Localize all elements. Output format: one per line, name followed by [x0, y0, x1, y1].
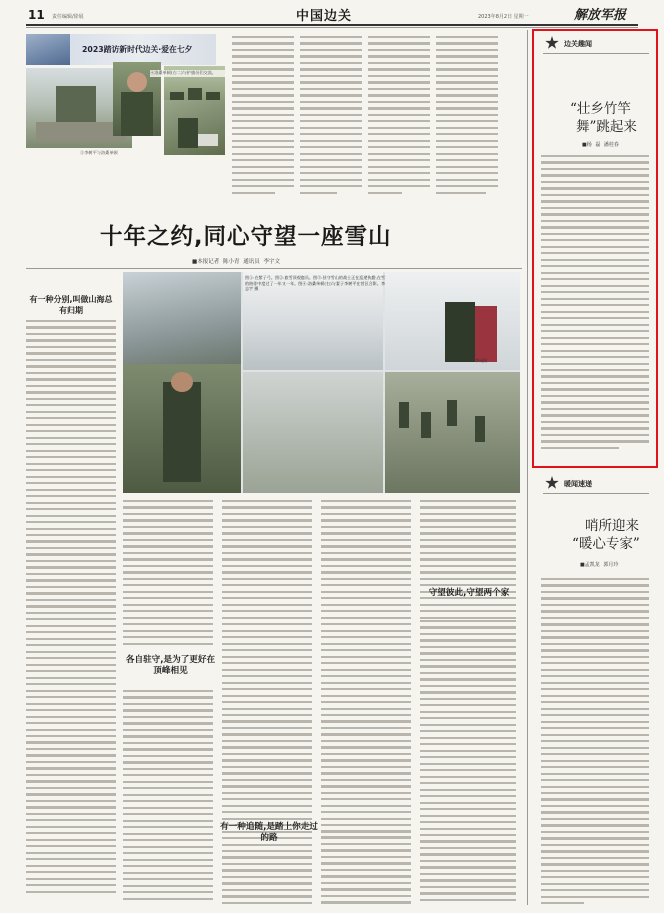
sidebar-bottom-byline: ■孟凯龙 郭月玲 — [580, 562, 619, 568]
main-col2 — [123, 500, 213, 649]
sidebar-bottom-label: 暖闻速递 — [564, 480, 592, 488]
banner-title: 2023踏访新时代边关·爱在七夕 — [82, 45, 193, 54]
banner — [26, 34, 216, 65]
main-col4 — [321, 500, 411, 837]
subhead-4: 守望彼此,守望两个家 — [428, 588, 510, 598]
caption-photo-main: 图①:在紫子弓。图②:旅雪顶观鹿员。图③:驻守雪山的战士正在巡逻执勤,在雪的陪伴中度过了一年又一年。图④:洛桑单顿(右)与妻子李树平在营区合影。李志宇 摄 — [245, 275, 385, 292]
top-article-col4 — [436, 36, 498, 198]
photo-soldier-laptop — [164, 100, 225, 155]
sidebar-bottom-headline-2: “暖心专家” — [572, 536, 640, 552]
main-col3 — [222, 500, 312, 909]
editor-credit: 责任编辑/徐展 — [52, 14, 84, 20]
main-col5b — [420, 620, 516, 905]
sidebar-bottom-star-icon — [545, 476, 559, 490]
masthead-logo: 解放军报 — [574, 8, 627, 23]
main-byline: ■本报记者 陈小青 通讯员 李宇文 — [192, 259, 280, 265]
main-col4b — [321, 830, 411, 908]
main-headline: 十年之约,同心守望一座雪山 — [100, 224, 392, 250]
sidebar-top-label: 边关趣闻 — [564, 40, 592, 48]
header-rule — [26, 24, 638, 26]
subhead-3: 有一种追随,是踏上你走过的路 — [220, 822, 318, 843]
sidebar-top-headline-1: “壮乡竹竿 — [570, 101, 631, 117]
sidebar-bottom-headline-1: 哨所迎来 — [585, 518, 639, 534]
sidebar-bottom-body — [541, 578, 649, 909]
issue-date: 2023年8月2日 星期一 — [478, 14, 529, 20]
sidebar-bottom-rule — [543, 493, 649, 494]
header-rule-thin — [26, 27, 638, 28]
top-article-col1 — [232, 36, 294, 198]
banner-mountain-art — [26, 34, 70, 65]
top-article-col2 — [300, 36, 362, 198]
subhead-1: 有一种分别,叫做山海总有归期 — [29, 295, 113, 315]
section-title: 中国边关 — [296, 9, 353, 24]
main-col1 — [26, 320, 116, 897]
caption-photo-top-left: ⑤李树平与洛桑单顿 — [80, 150, 118, 155]
sidebar-top-rule — [543, 53, 649, 54]
top-article-col3 — [368, 36, 430, 198]
photo-main-collage — [123, 272, 520, 493]
main-col5 — [420, 500, 516, 623]
sidebar-top-byline: ■杨 磊 潘桂春 — [582, 142, 619, 148]
subhead-2: 各自驻守,是为了更好在顶峰相见 — [125, 655, 216, 676]
main-col2b — [123, 690, 213, 904]
sidebar-top-body — [541, 155, 649, 453]
column-divider — [527, 30, 528, 905]
caption-photo-top-right: ④洛桑单顿(右二)与护旗员们交流。 — [150, 70, 226, 77]
photo-credit: 李诚摄 — [475, 358, 487, 363]
main-col3b — [222, 850, 312, 908]
headline-rule — [26, 268, 522, 269]
sidebar-top-headline-2: 舞”跳起来 — [576, 119, 637, 135]
page-number: 11 — [28, 8, 45, 22]
